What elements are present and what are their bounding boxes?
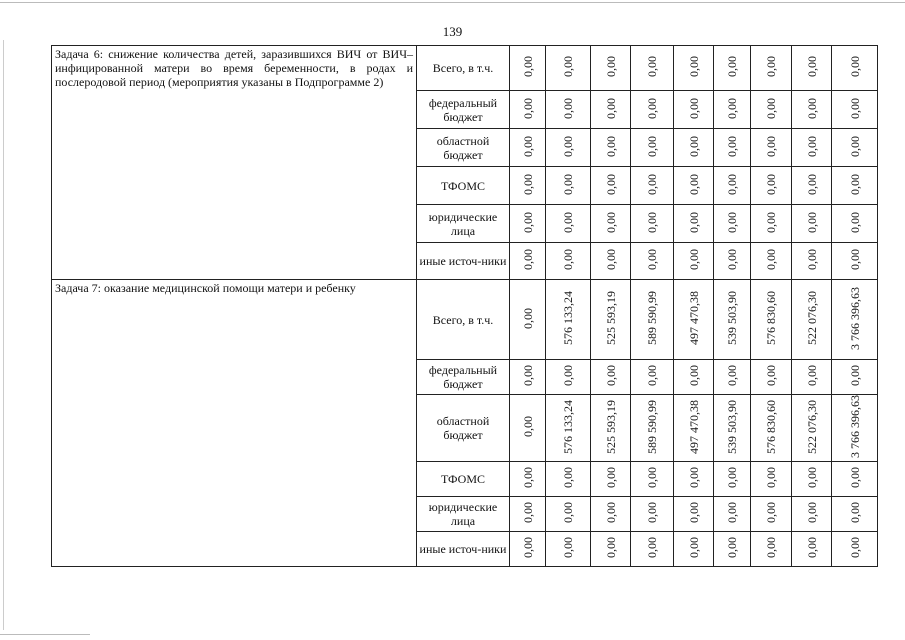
value-cell <box>832 129 878 167</box>
value-cell <box>714 497 751 532</box>
value-cell <box>674 167 714 205</box>
value-text: 0,00 <box>686 173 701 195</box>
value-text: 0,00 <box>804 537 819 558</box>
task-description: Задача 6: снижение количества детей, заразившихся ВИЧ от ВИЧ–инфицированной матери во время беременности, в родах и послеродовой период (мероприятия указаны в Подпрограмме 2) <box>52 46 417 280</box>
value-cell <box>674 129 714 167</box>
value-text: 0,00 <box>725 502 739 523</box>
value-text: 0,00 <box>561 249 575 270</box>
value-text: 0,00 <box>645 249 659 270</box>
value-cell <box>631 167 674 205</box>
value-text: 0,00 <box>645 56 659 77</box>
value-text: 0,00 <box>847 97 862 119</box>
value-cell <box>714 360 751 395</box>
value-cell <box>591 243 631 280</box>
value-text: 3 766 396,63 <box>847 286 862 350</box>
value-cell <box>591 205 631 243</box>
value-cell <box>546 243 591 280</box>
value-text: 0,00 <box>847 135 862 157</box>
value-cell <box>792 532 832 567</box>
value-text: 0,00 <box>561 467 575 488</box>
value-cell <box>674 360 714 395</box>
value-cell <box>674 395 714 462</box>
value-text: 0,00 <box>764 249 778 270</box>
value-text: 0,00 <box>561 365 575 386</box>
value-cell <box>792 205 832 243</box>
value-cell <box>674 532 714 567</box>
value-cell <box>832 91 878 129</box>
value-text: 0,00 <box>603 365 618 386</box>
value-cell <box>751 532 792 567</box>
value-cell <box>751 167 792 205</box>
value-cell <box>832 167 878 205</box>
value-cell <box>792 91 832 129</box>
value-text: 0,00 <box>804 467 819 488</box>
value-cell <box>546 46 591 91</box>
value-text: 0,00 <box>645 365 659 386</box>
value-cell <box>546 280 591 360</box>
value-cell <box>751 243 792 280</box>
value-cell <box>714 129 751 167</box>
value-text: 0,00 <box>686 211 701 233</box>
value-cell <box>832 280 878 360</box>
value-cell <box>591 497 631 532</box>
value-cell <box>631 532 674 567</box>
value-text: 0,00 <box>686 249 701 270</box>
value-cell <box>591 129 631 167</box>
value-cell <box>546 167 591 205</box>
value-cell <box>591 462 631 497</box>
value-text: 0,00 <box>561 135 575 157</box>
value-text: 0,00 <box>804 365 819 386</box>
page-number: 139 <box>442 24 463 39</box>
value-cell <box>546 129 591 167</box>
value-cell <box>674 462 714 497</box>
value-text: 0,00 <box>520 173 535 195</box>
funding-source-label: ТФОМС <box>417 167 510 205</box>
value-cell <box>714 91 751 129</box>
value-cell <box>510 395 546 462</box>
value-text: 0,00 <box>520 56 535 77</box>
value-text: 0,00 <box>725 467 739 488</box>
table-row <box>52 280 878 360</box>
value-cell <box>751 360 792 395</box>
value-text: 0,00 <box>804 211 819 233</box>
value-text: 0,00 <box>561 173 575 195</box>
value-text: 0,00 <box>725 365 739 386</box>
value-cell <box>631 280 674 360</box>
value-text: 3 766 396,63 <box>847 395 862 458</box>
funding-source-label: иные источ-ники <box>417 243 510 280</box>
value-cell <box>546 532 591 567</box>
value-cell <box>792 280 832 360</box>
funding-source-label: ТФОМС <box>417 462 510 497</box>
value-text: 522 076,30 <box>804 399 819 454</box>
value-text: 0,00 <box>804 135 819 157</box>
value-text: 497 470,38 <box>686 291 701 345</box>
value-text: 0,00 <box>847 502 862 523</box>
task-description: Задача 7: оказание медицинской помощи матери и ребенку <box>52 280 417 567</box>
value-text: 0,00 <box>804 502 819 523</box>
top-scan-edge <box>0 2 905 3</box>
value-text: 0,00 <box>603 173 618 195</box>
value-text: 0,00 <box>686 56 701 77</box>
value-cell <box>631 462 674 497</box>
value-text: 0,00 <box>804 249 819 270</box>
value-cell <box>792 360 832 395</box>
value-cell <box>751 395 792 462</box>
value-text: 0,00 <box>561 537 575 558</box>
value-cell <box>674 46 714 91</box>
value-cell <box>546 205 591 243</box>
value-cell <box>714 46 751 91</box>
value-cell <box>832 46 878 91</box>
value-cell <box>631 497 674 532</box>
value-cell <box>631 46 674 91</box>
value-text: 0,00 <box>847 211 862 233</box>
funding-source-label: Всего, в т.ч. <box>417 280 510 360</box>
value-cell <box>510 129 546 167</box>
value-cell <box>714 205 751 243</box>
value-cell <box>751 462 792 497</box>
value-text: 0,00 <box>847 537 862 558</box>
value-text: 576 830,60 <box>764 399 778 454</box>
value-cell <box>832 497 878 532</box>
value-cell <box>510 497 546 532</box>
value-text: 0,00 <box>520 416 535 437</box>
value-cell <box>832 205 878 243</box>
value-text: 0,00 <box>561 56 575 77</box>
value-text: 0,00 <box>725 537 739 558</box>
value-cell <box>546 395 591 462</box>
value-cell <box>714 462 751 497</box>
value-cell <box>832 360 878 395</box>
value-text: 0,00 <box>520 97 535 119</box>
value-cell <box>591 360 631 395</box>
value-text: 0,00 <box>603 467 618 488</box>
value-text: 0,00 <box>561 211 575 233</box>
value-cell <box>631 91 674 129</box>
value-text: 0,00 <box>847 56 862 77</box>
left-scan-edge <box>3 40 4 630</box>
value-text: 0,00 <box>520 211 535 233</box>
value-cell <box>510 167 546 205</box>
value-cell <box>631 243 674 280</box>
value-cell <box>714 243 751 280</box>
value-text: 0,00 <box>686 365 701 386</box>
value-cell <box>792 462 832 497</box>
value-text: 0,00 <box>520 307 535 329</box>
value-text: 0,00 <box>804 97 819 119</box>
value-text: 0,00 <box>645 467 659 488</box>
value-text: 0,00 <box>764 537 778 558</box>
value-text: 0,00 <box>686 97 701 119</box>
value-text: 0,00 <box>725 56 739 77</box>
funding-source-label: юридические лица <box>417 205 510 243</box>
value-text: 0,00 <box>764 365 778 386</box>
value-cell <box>751 91 792 129</box>
value-cell <box>546 497 591 532</box>
value-cell <box>546 91 591 129</box>
value-cell <box>751 280 792 360</box>
funding-source-label: иные источ-ники <box>417 532 510 567</box>
value-text: 539 503,90 <box>725 291 739 345</box>
value-text: 576 830,60 <box>764 291 778 345</box>
value-text: 0,00 <box>847 467 862 488</box>
value-text: 0,00 <box>520 135 535 157</box>
value-text: 0,00 <box>725 249 739 270</box>
value-text: 0,00 <box>645 135 659 157</box>
value-cell <box>674 280 714 360</box>
value-text: 0,00 <box>686 135 701 157</box>
value-text: 0,00 <box>520 537 535 558</box>
value-cell <box>510 532 546 567</box>
value-cell <box>591 46 631 91</box>
value-cell <box>510 205 546 243</box>
value-cell <box>591 532 631 567</box>
value-text: 525 593,19 <box>603 291 618 345</box>
funding-table-body <box>52 46 878 567</box>
value-text: 0,00 <box>520 502 535 523</box>
value-cell <box>631 205 674 243</box>
value-cell <box>674 497 714 532</box>
value-text: 0,00 <box>561 502 575 523</box>
value-text: 0,00 <box>764 173 778 195</box>
value-cell <box>674 91 714 129</box>
value-cell <box>792 46 832 91</box>
value-text: 0,00 <box>804 56 819 77</box>
bottom-scan-edge <box>0 634 90 635</box>
value-text: 0,00 <box>686 537 701 558</box>
value-text: 539 503,90 <box>725 399 739 454</box>
value-cell <box>510 280 546 360</box>
value-cell <box>792 129 832 167</box>
funding-source-label: областной бюджет <box>417 395 510 462</box>
value-text: 0,00 <box>725 97 739 119</box>
value-cell <box>631 395 674 462</box>
value-cell <box>674 205 714 243</box>
value-text: 0,00 <box>645 173 659 195</box>
value-text: 0,00 <box>764 211 778 233</box>
value-text: 0,00 <box>764 135 778 157</box>
value-text: 0,00 <box>603 211 618 233</box>
value-text: 0,00 <box>645 537 659 558</box>
value-cell <box>714 395 751 462</box>
value-cell <box>792 243 832 280</box>
value-text: 0,00 <box>561 97 575 119</box>
value-text: 0,00 <box>764 502 778 523</box>
value-cell <box>510 91 546 129</box>
value-text: 0,00 <box>686 467 701 488</box>
value-text: 522 076,30 <box>804 291 819 345</box>
value-text: 0,00 <box>764 467 778 488</box>
value-text: 0,00 <box>725 211 739 233</box>
value-cell <box>832 243 878 280</box>
value-cell <box>751 497 792 532</box>
value-cell <box>832 395 878 462</box>
value-text: 497 470,38 <box>686 399 701 454</box>
value-text: 589 590,99 <box>645 291 659 345</box>
value-cell <box>792 395 832 462</box>
funding-source-label: юридические лица <box>417 497 510 532</box>
value-text: 0,00 <box>764 56 778 77</box>
value-cell <box>546 360 591 395</box>
value-text: 0,00 <box>603 502 618 523</box>
value-text: 0,00 <box>847 365 862 386</box>
value-cell <box>751 129 792 167</box>
value-cell <box>510 46 546 91</box>
value-text: 0,00 <box>686 502 701 523</box>
value-text: 0,00 <box>520 365 535 386</box>
value-text: 0,00 <box>520 467 535 488</box>
funding-source-label: федеральный бюджет <box>417 91 510 129</box>
value-text: 0,00 <box>847 173 862 195</box>
value-cell <box>751 46 792 91</box>
value-cell <box>792 167 832 205</box>
value-text: 0,00 <box>645 97 659 119</box>
value-text: 576 133,24 <box>561 291 575 345</box>
table-row <box>52 46 878 91</box>
value-cell <box>510 360 546 395</box>
value-cell <box>751 205 792 243</box>
value-cell <box>631 129 674 167</box>
value-cell <box>792 497 832 532</box>
value-text: 525 593,19 <box>603 399 618 454</box>
value-cell <box>591 91 631 129</box>
value-text: 0,00 <box>764 97 778 119</box>
value-cell <box>714 280 751 360</box>
value-text: 0,00 <box>725 173 739 195</box>
value-text: 576 133,24 <box>561 399 575 454</box>
value-text: 0,00 <box>645 211 659 233</box>
value-cell <box>591 395 631 462</box>
value-cell <box>591 167 631 205</box>
funding-table <box>51 45 878 567</box>
value-text: 0,00 <box>603 537 618 558</box>
value-cell <box>510 243 546 280</box>
value-cell <box>714 167 751 205</box>
value-cell <box>832 462 878 497</box>
value-cell <box>832 532 878 567</box>
funding-source-label: Всего, в т.ч. <box>417 46 510 91</box>
value-cell <box>631 360 674 395</box>
value-text: 0,00 <box>645 502 659 523</box>
value-text: 0,00 <box>603 135 618 157</box>
funding-source-label: областной бюджет <box>417 129 510 167</box>
value-text: 589 590,99 <box>645 399 659 454</box>
value-cell <box>674 243 714 280</box>
funding-source-label: федеральный бюджет <box>417 360 510 395</box>
value-text: 0,00 <box>847 249 862 270</box>
value-text: 0,00 <box>603 56 618 77</box>
value-text: 0,00 <box>520 249 535 270</box>
value-cell <box>591 280 631 360</box>
value-text: 0,00 <box>603 249 618 270</box>
value-cell <box>510 462 546 497</box>
value-text: 0,00 <box>603 97 618 119</box>
value-text: 0,00 <box>725 135 739 157</box>
value-cell <box>546 462 591 497</box>
value-cell <box>714 532 751 567</box>
value-text: 0,00 <box>804 173 819 195</box>
